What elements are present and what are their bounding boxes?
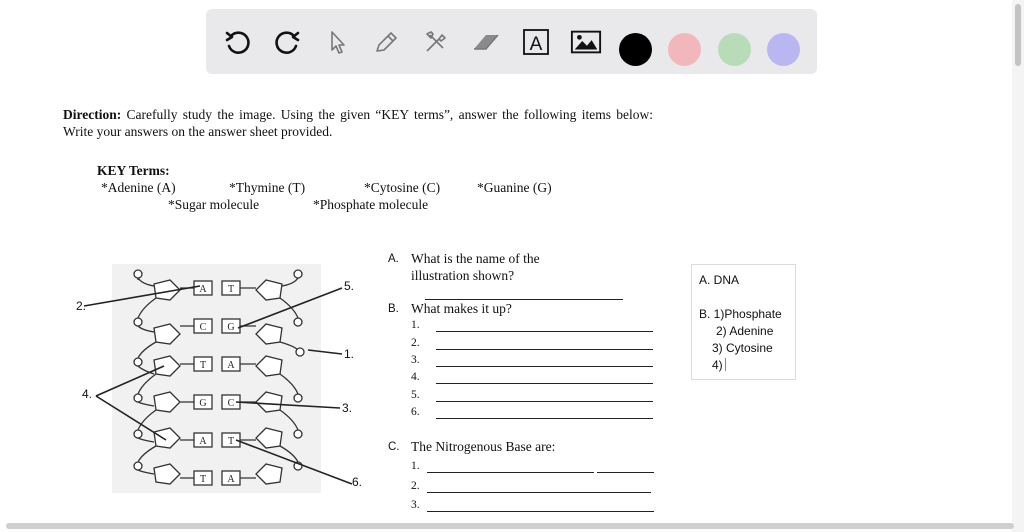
- answer-line: [436, 366, 653, 367]
- key-term-sugar: *Sugar molecule: [168, 197, 260, 212]
- direction-label: Direction:: [63, 107, 122, 122]
- callout-label: 6.: [352, 475, 363, 489]
- question-b-text: What makes it up?: [411, 301, 512, 316]
- answer-b4: 4): [712, 358, 723, 372]
- answer-b2: 2) Adenine: [716, 324, 774, 338]
- callout-label: 4.: [82, 387, 93, 401]
- color-swatch-black[interactable]: [619, 33, 652, 66]
- base-letter: A: [199, 436, 207, 447]
- answer-line: [436, 401, 653, 402]
- question-c-item-number: 2.: [411, 480, 420, 492]
- image-icon[interactable]: [570, 26, 602, 58]
- direction-text: Carefully study the image. Using the given “KEY terms”, answer the following items below: Write your answers on the answer sheet provided.: [63, 107, 653, 139]
- question-b-item-number: 4.: [411, 371, 420, 383]
- answer-b3: 3) Cytosine: [712, 341, 773, 355]
- color-swatch-pink[interactable]: [668, 33, 701, 66]
- key-term-thymine: *Thymine (T): [229, 180, 306, 195]
- key-term-cytosine: *Cytosine (C): [364, 180, 441, 195]
- question-b-item-number: 1.: [411, 319, 420, 331]
- horizontal-scrollbar[interactable]: [6, 523, 1014, 529]
- base-letter: A: [227, 474, 235, 485]
- text-icon-glyph: A: [529, 34, 543, 55]
- color-swatch-green[interactable]: [718, 33, 751, 66]
- color-swatch-purple[interactable]: [767, 33, 800, 66]
- redo-icon[interactable]: [271, 26, 303, 58]
- base-letter: G: [199, 398, 207, 409]
- key-term-adenine: *Adenine (A): [101, 180, 176, 195]
- direction-paragraph: [63, 106, 653, 140]
- pointer-icon[interactable]: [321, 26, 353, 58]
- right-backbone: [256, 270, 304, 484]
- question-c-text: The Nitrogenous Base are:: [411, 439, 556, 454]
- base-letter: A: [199, 284, 207, 295]
- base-letter: T: [227, 284, 235, 295]
- undo-icon[interactable]: [222, 26, 254, 58]
- question-c-label: C.: [388, 441, 400, 453]
- answer-line: [436, 383, 653, 384]
- base-letter: T: [227, 436, 235, 447]
- base-pair-connectors: [180, 288, 256, 478]
- vertical-scroll-thumb[interactable]: [1015, 4, 1021, 66]
- callout-lines: [84, 286, 355, 484]
- eraser-icon[interactable]: [470, 26, 502, 58]
- text-caret: [725, 358, 726, 371]
- question-a-text-line2: illustration shown?: [411, 268, 515, 283]
- question-b-item-number: 3.: [411, 354, 420, 366]
- base-letter: C: [227, 398, 235, 409]
- answer-line: [436, 418, 653, 419]
- question-b-item-number: 5.: [411, 389, 420, 401]
- base-letter: T: [199, 360, 207, 371]
- key-term-guanine: *Guanine (G): [477, 180, 552, 195]
- dna-diagram: [70, 262, 370, 502]
- base-letter: C: [199, 322, 207, 333]
- question-b-item-number: 6.: [411, 406, 420, 418]
- answer-line: [436, 331, 653, 332]
- answer-line: [436, 349, 653, 350]
- answer-b1: B. 1)Phosphate: [699, 307, 782, 321]
- callout-label: 1.: [344, 347, 355, 361]
- key-terms-title: KEY Terms:: [97, 163, 170, 178]
- base-letter: T: [199, 474, 207, 485]
- base-letter: G: [227, 322, 235, 333]
- callout-label: 3.: [342, 401, 353, 415]
- answer-line: [425, 299, 623, 300]
- question-b-label: B.: [388, 303, 399, 315]
- tools-icon[interactable]: [420, 26, 452, 58]
- key-term-phosphate: *Phosphate molecule: [313, 197, 429, 212]
- question-a-label: A.: [388, 253, 399, 265]
- question-c-item-number: 1.: [411, 460, 420, 472]
- answer-text-box[interactable]: [691, 264, 796, 380]
- base-letter: A: [227, 360, 235, 371]
- question-a-text-line1: What is the name of the: [411, 251, 540, 266]
- question-c-item-number: 3.: [411, 499, 420, 511]
- answer-line: [427, 511, 654, 512]
- pen-icon[interactable]: [370, 26, 402, 58]
- answer-line: [427, 492, 651, 493]
- answer-line: [597, 472, 654, 473]
- text-icon[interactable]: [520, 26, 552, 58]
- question-b-item-number: 2.: [411, 337, 420, 349]
- base-boxes: [194, 281, 240, 485]
- vertical-scrollbar[interactable]: [1012, 0, 1024, 532]
- callout-label: 2.: [76, 299, 87, 313]
- drawing-toolbar: [206, 9, 817, 74]
- answer-line: [427, 472, 594, 473]
- answer-b4-line: [712, 358, 726, 372]
- callout-label: 5.: [344, 279, 355, 293]
- answer-a: A. DNA: [699, 273, 740, 287]
